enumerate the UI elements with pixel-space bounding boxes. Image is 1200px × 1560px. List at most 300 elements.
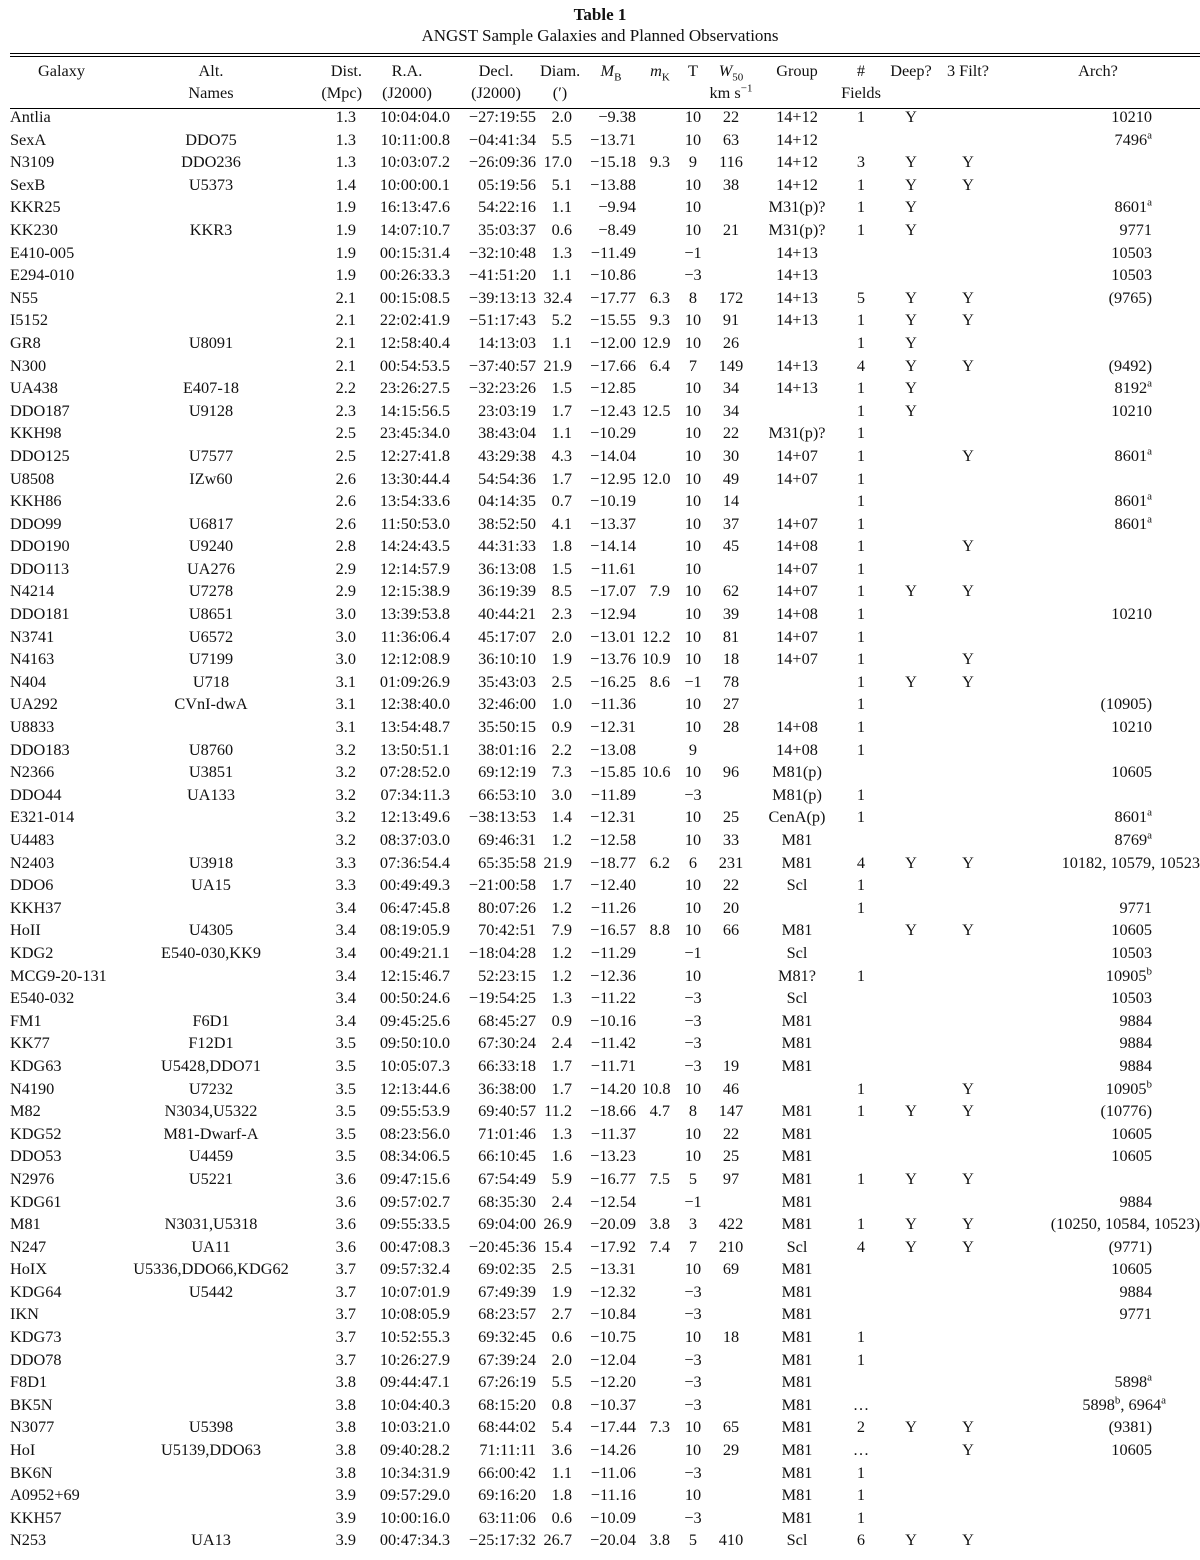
- cell-mb: −12.04: [590, 1349, 636, 1369]
- cell-diam: 2.7: [551, 1304, 572, 1324]
- cell-w50: 97: [722, 1168, 740, 1188]
- cell-mb: −11.29: [590, 942, 636, 962]
- cell-w50: 45: [722, 536, 740, 556]
- cell-alt-names: U8760: [188, 739, 234, 759]
- cell-arch: 8769$^a$: [1114, 829, 1152, 849]
- cell-group: M81: [781, 1394, 813, 1414]
- cell-mk: [642, 535, 678, 558]
- cell-mb: −14.20: [590, 1078, 636, 1098]
- cell-fields: [840, 1055, 882, 1078]
- cell-group: 14+12: [776, 174, 818, 194]
- cell-decl: −32:10:48: [468, 242, 536, 262]
- cell-type: −1: [684, 1191, 702, 1211]
- cell-dist: 3.5: [335, 1123, 356, 1143]
- cell-galaxy: M81: [10, 1214, 41, 1234]
- cell-diam: 2.4: [551, 1191, 572, 1211]
- cell-ra: 07:28:52.0: [379, 762, 450, 782]
- cell-decl: 67:26:19: [478, 1372, 536, 1392]
- table-row: [10, 174, 1200, 197]
- cell-deep: Y: [905, 1101, 917, 1121]
- cell-diam: 1.5: [551, 378, 572, 398]
- cell-type: −3: [684, 265, 702, 285]
- cell-ra: 10:05:07.3: [379, 1055, 450, 1075]
- cell-w50: [708, 558, 754, 581]
- cell-alt-names: [120, 829, 302, 852]
- cell-mk: [642, 445, 678, 468]
- cell-mb: −11.42: [590, 1033, 636, 1053]
- cell-mb: −9.38: [598, 107, 636, 126]
- cell-diam: 1.7: [551, 1078, 572, 1098]
- cell-alt-names: [120, 355, 302, 378]
- cell-arch: 10182, 10579, 10523: [1061, 852, 1200, 872]
- cell-galaxy: HoII: [10, 920, 41, 940]
- cell-dist: 3.5: [335, 1033, 356, 1053]
- table-row: [10, 897, 1200, 920]
- cell-3filt: Y: [962, 671, 974, 691]
- cell-ra: 10:00:16.0: [379, 1507, 450, 1527]
- cell-dist: 3.6: [335, 1214, 356, 1234]
- cell-group: M81: [781, 1462, 813, 1482]
- cell-mk: 9.3: [649, 152, 670, 172]
- cell-mk: 7.4: [649, 1236, 670, 1256]
- cell-alt-names: IZw60: [189, 468, 233, 488]
- cell-arch: [996, 1529, 1200, 1552]
- cell-diam: 1.3: [551, 1123, 572, 1143]
- cell-galaxy: DDO44: [10, 784, 62, 804]
- cell-dist: 3.5: [335, 1078, 356, 1098]
- cell-fields: 1: [856, 107, 866, 126]
- cell-galaxy: N300: [10, 355, 47, 375]
- cell-alt-names: [120, 242, 302, 265]
- cell-mb: −17.44: [590, 1417, 636, 1437]
- cell-mb: −11.22: [590, 988, 636, 1008]
- cell-mk: [642, 1326, 678, 1349]
- cell-mk: 12.5: [642, 400, 671, 420]
- cell-ra: 09:55:33.5: [379, 1214, 450, 1234]
- table-row: [10, 104, 1200, 129]
- cell-diam: 1.1: [551, 1462, 572, 1482]
- cell-3filt: [940, 716, 996, 739]
- cell-arch: 8192$^a$: [1114, 377, 1152, 398]
- cell-mk: [642, 1507, 678, 1530]
- cell-group: [754, 332, 840, 355]
- table-row: [10, 1191, 1200, 1214]
- cell-deep: Y: [905, 107, 917, 126]
- cell-decl: 35:50:15: [478, 717, 536, 737]
- cell-mb: −12.58: [590, 830, 636, 849]
- cell-3filt: Y: [962, 1078, 974, 1098]
- cell-diam: 32.4: [543, 287, 572, 307]
- cell-3filt: [940, 1484, 996, 1507]
- cell-3filt: [940, 761, 996, 784]
- cell-fields: [840, 1258, 882, 1281]
- cell-deep: Y: [905, 174, 917, 194]
- cell-3filt: [940, 829, 996, 852]
- cell-diam: 0.6: [551, 1327, 572, 1347]
- cell-deep: Y: [905, 152, 917, 172]
- cell-ra: 08:37:03.0: [379, 830, 450, 849]
- cell-type: −3: [684, 1394, 702, 1414]
- cell-type: 10: [684, 1440, 702, 1460]
- cell-mk: 6.3: [649, 287, 670, 307]
- cell-diam: 2.0: [551, 626, 572, 646]
- cell-decl: 32:46:00: [478, 694, 536, 714]
- cell-dist: 2.6: [335, 513, 356, 533]
- cell-dist: 3.4: [335, 920, 356, 940]
- cell-diam: 1.8: [551, 1485, 572, 1505]
- cell-ra: 00:49:49.3: [379, 875, 450, 895]
- cell-diam: 1.8: [551, 536, 572, 556]
- cell-3filt: [940, 104, 996, 129]
- cell-mk: [642, 806, 678, 829]
- cell-3filt: [940, 1191, 996, 1214]
- cell-decl: 45:17:07: [478, 626, 536, 646]
- table-row: [10, 1123, 1200, 1146]
- table-row: [10, 196, 1200, 219]
- cell-type: 10: [684, 1146, 702, 1166]
- cell-ra: 10:04:40.3: [379, 1394, 450, 1414]
- cell-alt-names: U4305: [188, 920, 234, 940]
- cell-w50: 49: [722, 468, 740, 488]
- cell-arch: [996, 1484, 1200, 1507]
- cell-fields: 4: [856, 852, 866, 872]
- cell-w50: [708, 242, 754, 265]
- cell-dist: 2.9: [335, 581, 356, 601]
- cell-galaxy: HoIX: [10, 1259, 48, 1279]
- cell-3filt: [940, 603, 996, 626]
- cell-group: Scl: [786, 1530, 808, 1550]
- table-row: [10, 1213, 1200, 1236]
- cell-fields: 1: [856, 332, 866, 352]
- cell-ra: 06:47:45.8: [379, 897, 450, 917]
- cell-mb: −10.86: [590, 265, 636, 285]
- cell-galaxy: N3077: [10, 1417, 55, 1437]
- cell-fields: 1: [856, 558, 866, 578]
- cell-group: Scl: [786, 875, 808, 895]
- cell-dist: 3.4: [335, 988, 356, 1008]
- cell-mk: 3.8: [649, 1530, 670, 1550]
- cell-fields: 1: [856, 197, 866, 217]
- cell-w50: [708, 1303, 754, 1326]
- cell-dist: 1.3: [335, 129, 356, 149]
- table-row: [10, 1010, 1200, 1033]
- cell-w50: 410: [718, 1530, 744, 1550]
- cell-3filt: [940, 332, 996, 355]
- cell-mb: −11.36: [590, 694, 636, 714]
- cell-alt-names: U6817: [188, 513, 234, 533]
- cell-decl: 38:52:50: [478, 513, 536, 533]
- cell-mb: −12.31: [590, 717, 636, 737]
- cell-galaxy: N3109: [10, 152, 55, 172]
- cell-ra: 00:15:08.5: [379, 287, 450, 307]
- cell-alt-names: U5428,DDO71: [161, 1055, 261, 1075]
- cell-group: M81: [781, 1281, 813, 1301]
- table-row: [10, 219, 1200, 242]
- cell-alt-names: [120, 196, 302, 219]
- cell-galaxy: F8D1: [10, 1372, 48, 1392]
- col-header-fields: #: [856, 61, 866, 80]
- cell-dist: 2.1: [335, 287, 356, 307]
- cell-type: 10: [684, 129, 702, 149]
- cell-type: 10: [684, 897, 702, 917]
- cell-ra: 10:03:07.2: [379, 152, 450, 172]
- cell-type: 10: [684, 536, 702, 556]
- cell-galaxy: N3741: [10, 626, 55, 646]
- cell-diam: 1.7: [551, 875, 572, 895]
- cell-w50: [708, 1281, 754, 1304]
- cell-fields: 1: [856, 378, 866, 398]
- cell-dist: 3.4: [335, 897, 356, 917]
- cell-deep: [882, 784, 940, 807]
- cell-ra: 11:36:06.4: [380, 626, 450, 646]
- cell-fields: …: [852, 1394, 870, 1414]
- cell-galaxy: KKH57: [10, 1507, 62, 1527]
- cell-mk: 12.2: [642, 626, 671, 646]
- cell-alt-names: U7278: [188, 581, 234, 601]
- cell-type: −3: [684, 1281, 702, 1301]
- cell-decl: 69:32:45: [478, 1327, 536, 1347]
- cell-3filt: [940, 1349, 996, 1372]
- cell-ra: 10:07:01.9: [379, 1281, 450, 1301]
- cell-decl: 36:38:00: [478, 1078, 536, 1098]
- cell-arch: (10905): [1100, 694, 1152, 714]
- cell-dist: 3.5: [335, 1055, 356, 1075]
- cell-type: 10: [684, 1123, 702, 1143]
- cell-decl: 67:30:24: [478, 1033, 536, 1053]
- table-row: [10, 1529, 1200, 1552]
- cell-fields: 1: [856, 219, 866, 239]
- cell-mk: [642, 1439, 678, 1462]
- table-row: [10, 1100, 1200, 1123]
- cell-decl: 70:42:51: [478, 920, 536, 940]
- cell-w50: [708, 196, 754, 219]
- cell-ra: 08:19:05.9: [379, 920, 450, 940]
- cell-ra: 10:52:55.3: [379, 1327, 450, 1347]
- cell-diam: 5.9: [551, 1168, 572, 1188]
- cell-mb: −10.16: [590, 1010, 636, 1030]
- cell-alt-names: [120, 287, 302, 310]
- table-row: [10, 603, 1200, 626]
- cell-diam: 1.3: [551, 988, 572, 1008]
- cell-deep: [882, 1281, 940, 1304]
- cell-decl: 68:45:27: [478, 1010, 536, 1030]
- cell-decl: −19:54:25: [468, 988, 536, 1008]
- cell-galaxy: KDG63: [10, 1055, 62, 1075]
- cell-mb: −10.19: [590, 491, 636, 511]
- cell-mk: 12.0: [642, 468, 671, 488]
- cell-galaxy: UA292: [10, 694, 58, 714]
- cell-mb: −13.01: [590, 626, 636, 646]
- cell-galaxy: N247: [10, 1236, 47, 1256]
- cell-w50: 65: [722, 1417, 740, 1437]
- cell-dist: 2.3: [335, 400, 356, 420]
- cell-galaxy: E321-014: [10, 807, 75, 827]
- cell-dist: 1.9: [335, 242, 356, 262]
- cell-3filt: Y: [962, 581, 974, 601]
- cell-mk: [642, 1371, 678, 1394]
- cell-diam: 2.5: [551, 671, 572, 691]
- table-row: [10, 942, 1200, 965]
- cell-alt-names: [120, 1303, 302, 1326]
- cell-w50: [708, 1349, 754, 1372]
- cell-decl: 66:33:18: [478, 1055, 536, 1075]
- cell-decl: 40:44:21: [478, 604, 536, 624]
- cell-group: Scl: [786, 942, 808, 962]
- cell-diam: 5.2: [551, 310, 572, 330]
- cell-3filt: [940, 1145, 996, 1168]
- cell-galaxy: BK6N: [10, 1462, 53, 1482]
- table-row: [10, 1281, 1200, 1304]
- table-row: [10, 468, 1200, 491]
- cell-diam: 5.5: [551, 129, 572, 149]
- cell-arch: [996, 648, 1200, 671]
- cell-arch: 10210: [1111, 604, 1152, 624]
- cell-mk: [642, 422, 678, 445]
- cell-w50: 22: [722, 423, 740, 443]
- cell-type: 10: [684, 468, 702, 488]
- cell-fields: 1: [856, 1327, 866, 1347]
- table-caption: [0, 0, 1200, 46]
- cell-w50: [708, 1394, 754, 1417]
- cell-ra: 14:07:10.7: [379, 219, 450, 239]
- cell-mk: [642, 242, 678, 265]
- cell-fields: 1: [856, 1214, 866, 1234]
- cell-mb: −11.37: [590, 1123, 636, 1143]
- cell-diam: 17.0: [543, 152, 572, 172]
- cell-mk: [642, 693, 678, 716]
- cell-fields: 1: [856, 536, 866, 556]
- cell-alt-names: N3034,U5322: [164, 1101, 258, 1121]
- cell-dist: 3.2: [335, 739, 356, 759]
- col-header-arch: Arch?: [1078, 61, 1118, 80]
- cell-galaxy: KKH98: [10, 423, 62, 443]
- cell-mk: [642, 942, 678, 965]
- cell-type: −3: [684, 1372, 702, 1392]
- cell-mk: [642, 739, 678, 762]
- cell-group: M81: [781, 1372, 813, 1392]
- cell-decl: 71:01:46: [478, 1123, 536, 1143]
- cell-mk: [642, 784, 678, 807]
- cell-w50: 62: [722, 581, 740, 601]
- cell-3filt: Y: [962, 1236, 974, 1256]
- cell-alt-names: F12D1: [188, 1033, 234, 1053]
- cell-diam: 3.6: [551, 1440, 572, 1460]
- table-title: ANGST Sample Galaxies and Planned Observations: [421, 26, 779, 45]
- cell-3filt: Y: [962, 920, 974, 940]
- cell-mk: [642, 104, 678, 129]
- cell-fields: 1: [856, 445, 866, 465]
- col-header-alt: Alt.: [198, 61, 224, 80]
- cell-alt-names: [120, 1326, 302, 1349]
- galaxy-table: [10, 60, 1200, 1552]
- cell-type: 10: [684, 174, 702, 194]
- table-row: [10, 829, 1200, 852]
- cell-ra: 16:13:47.6: [379, 197, 450, 217]
- cell-arch: 8601$^a$: [1114, 196, 1152, 217]
- cell-diam: 1.3: [551, 242, 572, 262]
- cell-3filt: [940, 1507, 996, 1530]
- cell-arch: 10503: [1111, 242, 1152, 262]
- cell-alt-names: UA15: [191, 875, 231, 895]
- cell-dist: 3.7: [335, 1304, 356, 1324]
- cell-galaxy: U8833: [10, 717, 55, 737]
- cell-alt-names: U7199: [188, 649, 234, 669]
- cell-deep: Y: [905, 310, 917, 330]
- cell-w50: 37: [722, 513, 740, 533]
- cell-diam: 1.1: [551, 423, 572, 443]
- cell-3filt: [940, 1123, 996, 1146]
- cell-fields: [840, 987, 882, 1010]
- cell-alt-names: U7577: [188, 445, 234, 465]
- cell-decl: 43:29:38: [478, 445, 536, 465]
- cell-group: 14+08: [776, 536, 818, 556]
- cell-diam: 0.9: [551, 717, 572, 737]
- cell-mb: −16.77: [590, 1168, 636, 1188]
- cell-w50: [708, 264, 754, 287]
- cell-galaxy: DDO6: [10, 875, 54, 895]
- cell-arch: [996, 535, 1200, 558]
- cell-type: 10: [684, 1417, 702, 1437]
- cell-w50: 69: [722, 1259, 740, 1279]
- cell-w50: [708, 942, 754, 965]
- cell-dist: 3.9: [335, 1485, 356, 1505]
- cell-ra: 13:50:51.1: [379, 739, 450, 759]
- table-row: [10, 558, 1200, 581]
- cell-fields: 1: [856, 1078, 866, 1098]
- cell-diam: 2.5: [551, 1259, 572, 1279]
- cell-ra: 00:15:31.4: [379, 242, 450, 262]
- col-subheader-dist: (Mpc): [321, 83, 362, 102]
- cell-type: 7: [688, 1236, 698, 1256]
- cell-mk: [642, 1394, 678, 1417]
- cell-ra: 00:47:08.3: [379, 1236, 450, 1256]
- cell-3filt: [940, 558, 996, 581]
- cell-arch: 8601$^a$: [1114, 445, 1152, 465]
- col-subheader-w50: km $s^{-1}$: [709, 82, 753, 102]
- cell-group: M81: [781, 1055, 813, 1075]
- cell-fields: 2: [856, 1417, 866, 1437]
- cell-galaxy: N253: [10, 1530, 47, 1550]
- cell-mb: −18.66: [590, 1101, 636, 1121]
- cell-arch: [996, 784, 1200, 807]
- cell-galaxy: N404: [10, 671, 47, 691]
- cell-alt-names: E407-18: [182, 378, 240, 398]
- table-row: [10, 1078, 1200, 1101]
- cell-type: 10: [684, 920, 702, 940]
- cell-decl: 67:49:39: [478, 1281, 536, 1301]
- cell-group: M81: [781, 830, 813, 849]
- cell-deep: [882, 558, 940, 581]
- cell-type: −3: [684, 1507, 702, 1527]
- cell-alt-names: UA276: [187, 558, 235, 578]
- cell-alt-names: [120, 897, 302, 920]
- cell-group: 14+07: [776, 649, 818, 669]
- cell-diam: 0.9: [551, 1010, 572, 1030]
- cell-3filt: [940, 1326, 996, 1349]
- cell-decl: 69:04:00: [478, 1214, 536, 1234]
- cell-fields: [840, 264, 882, 287]
- cell-mk: [642, 1349, 678, 1372]
- cell-group: M81(p): [772, 784, 822, 804]
- cell-group: M31(p)?: [768, 423, 826, 443]
- cell-group: [754, 693, 840, 716]
- col-subheader-decl: (J2000): [471, 83, 521, 102]
- table-row: [10, 580, 1200, 603]
- cell-type: 10: [684, 649, 702, 669]
- cell-arch: (9381): [1108, 1417, 1152, 1437]
- cell-arch: 10905$^b$: [1105, 965, 1152, 985]
- cell-mk: 7.5: [649, 1168, 670, 1188]
